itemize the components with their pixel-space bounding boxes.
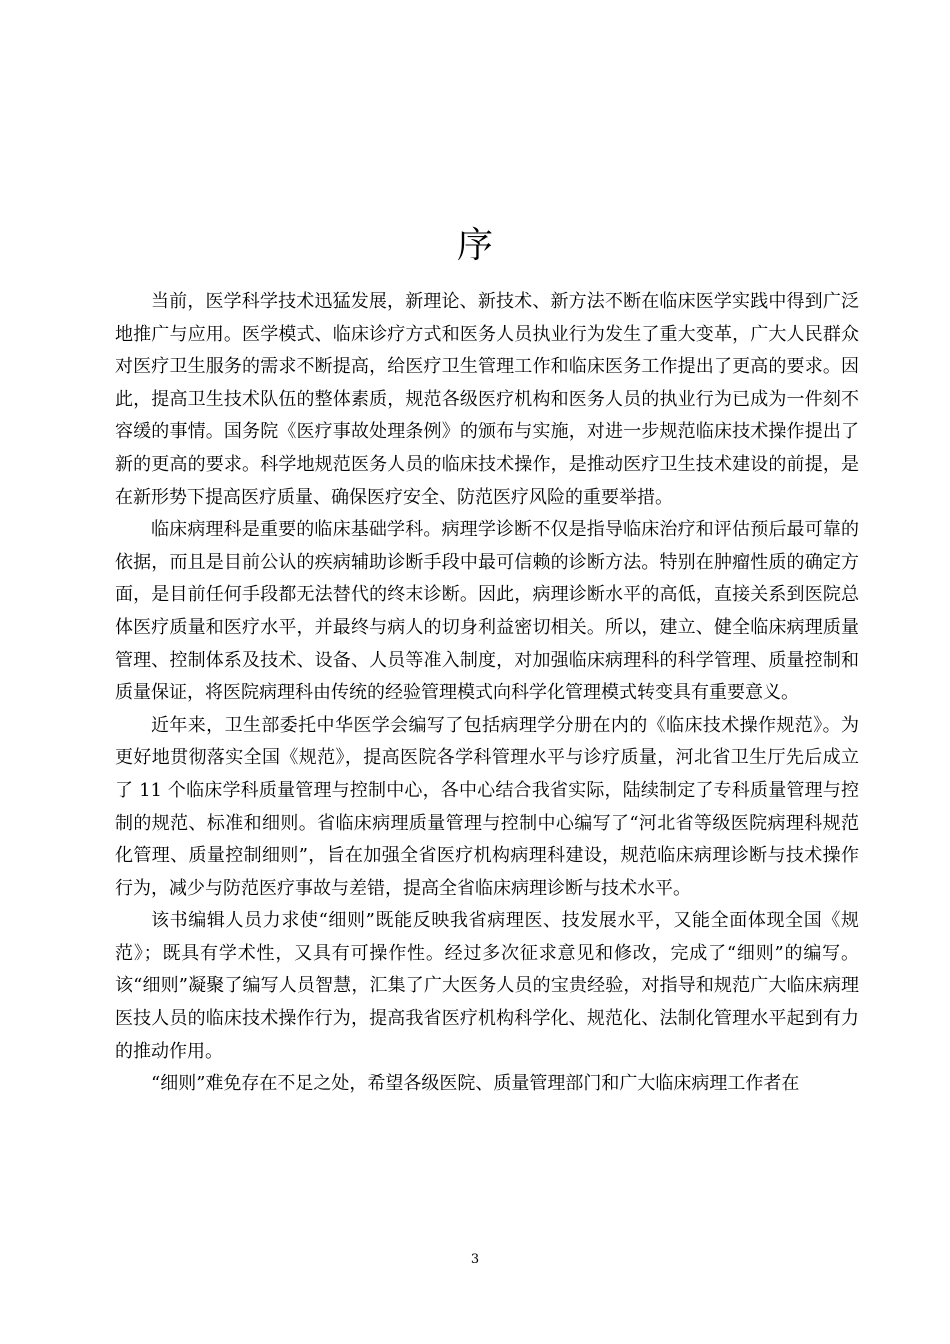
page-title: 序 bbox=[456, 225, 493, 266]
paragraph-5: “细则”难免存在不足之处，希望各级医院、质量管理部门和广大临床病理工作者在 bbox=[151, 1073, 800, 1095]
paragraph-2: 临床病理科是重要的临床基础学科。病理学诊断不仅是指导临床治疗和评估预后最可靠的依据，而且是目前公认的疾病辅助诊断手段中最可信赖的诊断方法。特别在肿瘤性质的确定方面，是目前任何手段都无法替代的终末诊断。因此，病理诊断水平的高低，直接关系到医院总体医疗质量和医疗水平，并最终与病人的切身利益密切相关。所以，建立、健全临床病理质量管理、控制体系及技术、设备、人员等准入制度，对加强临床病理科的科学管理、质量控制和质量保证，将医院病理科由传统的经验管理模式向科学化管理模式转变具有重要意义。 bbox=[115, 519, 859, 704]
paragraph-1: 当前，医学科学技术迅猛发展，新理论、新技术、新方法不断在临床医学实践中得到广泛地推广与应用。医学模式、临床诊疗方式和医务人员执业行为发生了重大变革，广大人民群众对医疗卫生服务的需求不断提高，给医疗卫生管理工作和临床医务工作提出了更高的要求。因此，提高卫生技术队伍的整体素质，规范各级医疗机构和医务人员的执业行为已成为一件刻不容缓的事情。国务院《医疗事故处理条例》的颁布与实施，对进一步规范临床技术操作提出了新的更高的要求。科学地规范医务人员的临床技术操作，是推动医疗卫生技术建设的前提，是在新形势下提高医疗质量、确保医疗安全、防范医疗风险的重要举措。 bbox=[115, 291, 859, 508]
paragraph-3: 近年来，卫生部委托中华医学会编写了包括病理学分册在内的《临床技术操作规范》。为更好地贯彻落实全国《规范》，提高医院各学科管理水平与诊疗质量，河北省卫生厅先后成立了 11 个临床学科质量管理与控制中心，各中心结合我省实际，陆续制定了专科质量管理与控制的规范、标准和细则。省临床病理质量管理与控制中心编写了“河北省等级医院病理科规范化管理、质量控制细则”，旨在加强全省医疗机构病理科建设，规范临床病理诊断与技术操作行为，减少与防范医疗事故与差错，提高全省临床病理诊断与技术水平。 bbox=[115, 714, 859, 899]
paragraph-4: 该书编辑人员力求使“细则”既能反映我省病理医、技发展水平，又能全面体现全国《规范》；既具有学术性，又具有可操作性。经过多次征求意见和修改，完成了“细则”的编写。该“细则”凝聚了编写人员智慧，汇集了广大医务人员的宝贵经验，对指导和规范广大临床病理医技人员的临床技术操作行为，提高我省医疗机构科学化、规范化、法制化管理水平起到有力的推动作用。 bbox=[115, 910, 859, 1062]
body-text bbox=[115, 286, 859, 1101]
page-number: 3 bbox=[470, 1252, 480, 1267]
